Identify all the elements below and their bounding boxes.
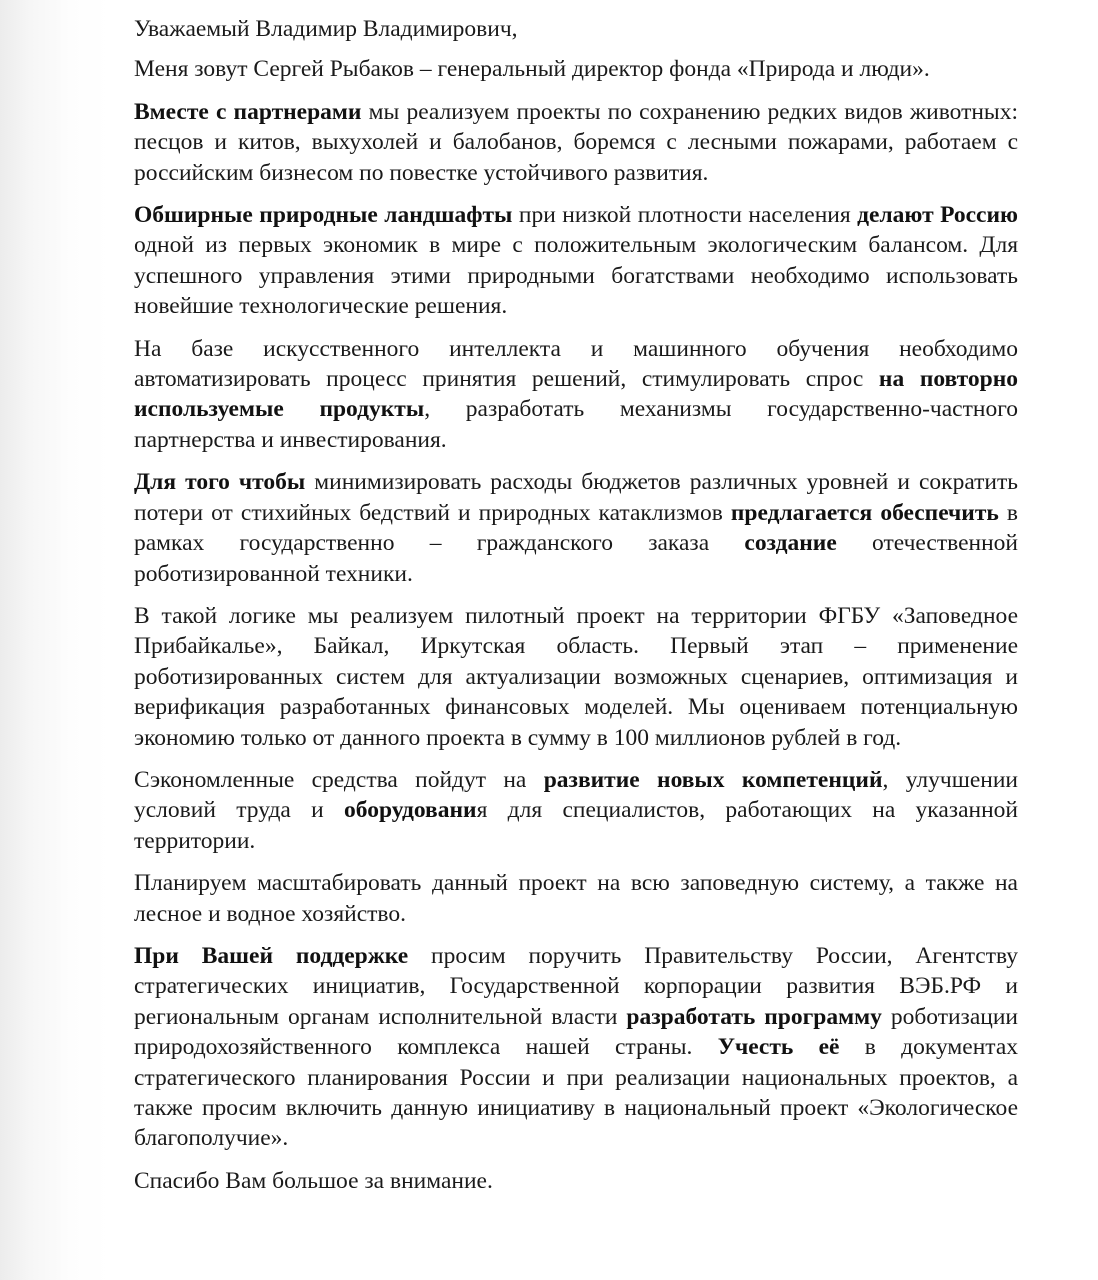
- bold-phrase: развитие новых компетенций: [543, 766, 883, 793]
- paragraph-text: мы реализуем проекты по сохранению редких видов животных: песцов и китов, выхухолей и балобанов, боремся с лесными пожарами, работаем с российским бизнесом по повестке устойчивого развития.: [134, 98, 1018, 186]
- paragraph-text: отечественной роботизированной техники.: [134, 530, 1018, 587]
- paragraph-ai: [134, 334, 1018, 456]
- paragraph-text: в документах стратегического планирования России и при реализации национальных проектов, а также просим включить данную инициативу в национальный проект «Экологическое благополучие».: [134, 1034, 1019, 1152]
- bold-phrase: Для того чтобы: [134, 469, 306, 496]
- paragraph-text: в рамках государственно – гражданского заказа: [134, 499, 1018, 557]
- paragraph-scale: Планируем масштабировать данный проект на всю заповедную систему, а также на лесное и водное хозяйство.: [134, 870, 1018, 927]
- bold-phrase: разработать программу: [626, 1003, 882, 1030]
- paragraph-request: [134, 941, 1018, 1154]
- bold-phrase: Вместе с партнерами: [134, 98, 362, 125]
- bold-phrase: Обширные природные ландшафты: [134, 202, 513, 229]
- paragraph-text: при низкой плотности населения: [512, 202, 858, 229]
- paragraph-text: одной из первых экономик в мире с положительным экологическим балансом. Для успешного управления этими природными богатствами необходимо использовать новейшие технологические решения.: [134, 232, 1018, 320]
- paragraph-text: , улучшении условий труда и: [134, 766, 1018, 824]
- paragraph-savings: [134, 765, 1018, 856]
- paragraph-text: На базе искусственного интеллекта и машинного обучения необходимо автоматизировать процесс принятия решений, стимулировать спрос: [134, 335, 1018, 393]
- letter-greeting: Уважаемый Владимир Владимирович,: [134, 16, 518, 42]
- letter-intro: Меня зовут Сергей Рыбаков – генеральный директор фонда «Природа и люди».: [134, 56, 930, 83]
- paragraph-text: я для специалистов, работающих на указанной территории.: [134, 797, 1018, 854]
- paragraph-partners: [134, 97, 1018, 188]
- letter-body: [134, 14, 1018, 1208]
- bold-phrase: Учесть её: [717, 1034, 840, 1061]
- paragraph-text: минимизировать расходы бюджетов различных уровней и сократить потери от стихийных бедствий и природных катаклизмов: [134, 469, 1018, 526]
- bold-phrase: создание: [744, 530, 837, 557]
- letter-closing: Спасибо Вам большое за внимание.: [134, 1167, 493, 1194]
- bold-phrase: предлагается обеспечить: [730, 499, 999, 526]
- paragraph-text: просим поручить Правительству России, Агентству стратегических инициатив, Государственной корпорации развития ВЭБ.РФ и региональным органам исполнительной власти: [134, 942, 1019, 1030]
- bold-phrase: При Вашей поддержке: [134, 942, 409, 969]
- paragraph-text: , разработать механизмы государственно-частного партнерства и инвестирования.: [134, 396, 1018, 453]
- paragraph-landscapes: [134, 200, 1018, 322]
- paragraph-text: Сэкономленные средства пойдут на: [134, 766, 544, 793]
- bold-phrase: делают Россию: [857, 202, 1018, 229]
- paragraph-text: роботизации природохозяйственного комплекса нашей страны.: [134, 1003, 1018, 1061]
- bold-phrase: оборудовани: [344, 797, 477, 824]
- paragraph-budget: [134, 467, 1018, 589]
- paragraph-pilot: В такой логике мы реализуем пилотный проект на территории ФГБУ «Заповедное Прибайкалье», Байкал, Иркутская область. Первый этап – применение роботизированных систем для актуализации возможных сценариев, оптимизация и верификация разработанных финансовых моделей. Мы оцениваем потенциальную экономию только от данного проекта в сумму в 100 миллионов рублей в год.: [134, 602, 1018, 751]
- bold-phrase: на повторно используемые продукты: [134, 366, 1018, 423]
